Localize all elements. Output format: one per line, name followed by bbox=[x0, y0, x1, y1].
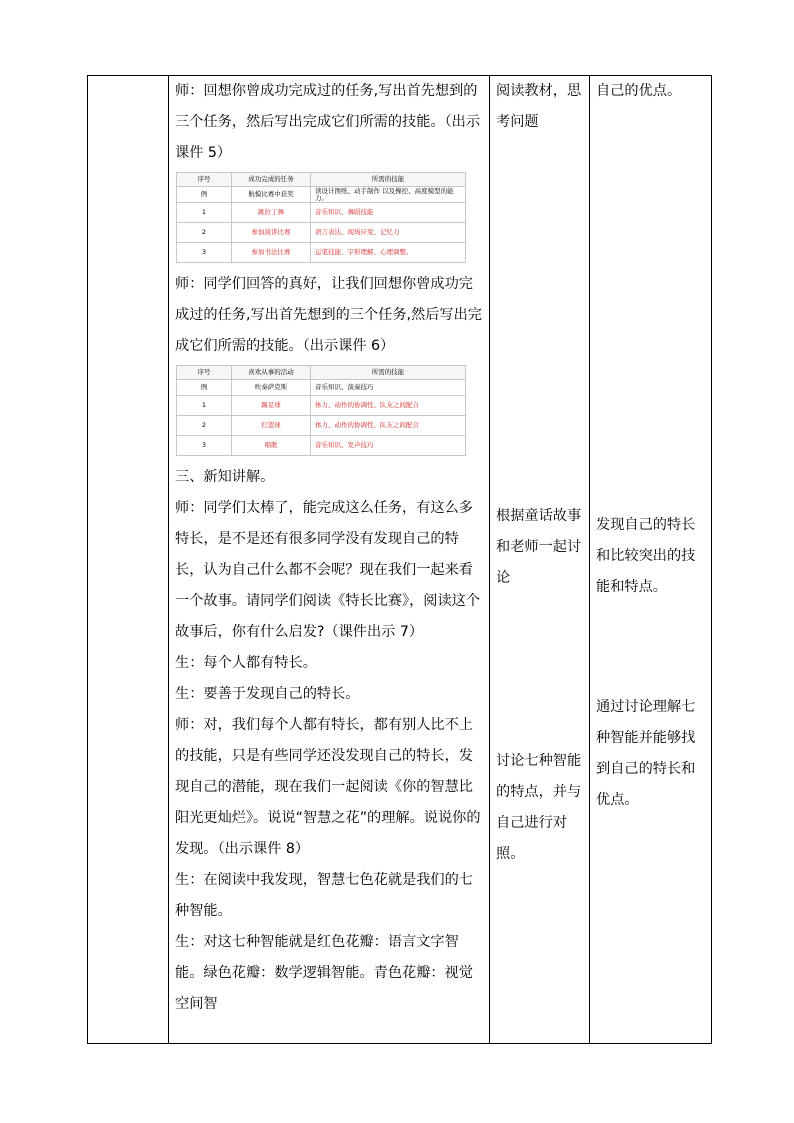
teacher-para-7: 师：对，我们每个人都有特长，都有别人比不上的技能，只是有些同学还没发现自己的特长，发现自己的潜能，现在我们一起阅读《你的智慧比阳光更灿烂》。说说“智慧之花”的理解。说说你的发现。（出示课件 8） bbox=[175, 717, 481, 857]
table-cell: 参加书法比赛 bbox=[232, 243, 311, 263]
header-cell: 喜欢从事的活动 bbox=[232, 366, 311, 380]
table-cell: 吹奏萨克斯 bbox=[232, 380, 311, 396]
student-activity-cell bbox=[490, 76, 590, 1044]
design-purpose-cell bbox=[590, 76, 712, 1044]
table-row bbox=[177, 436, 466, 456]
spacer bbox=[490, 594, 589, 746]
table-row bbox=[177, 223, 466, 243]
table-header-row bbox=[177, 173, 466, 187]
skills-table-1 bbox=[176, 172, 466, 263]
table-row bbox=[177, 243, 466, 263]
teacher-para-1: 师：回想你曾成功完成过的任务,写出首先想到的三个任务，然后写出完成它们所需的技能。（出示课件 5） bbox=[175, 83, 481, 161]
table-cell: 2 bbox=[177, 223, 232, 243]
table-cell: 唱歌 bbox=[232, 436, 311, 456]
table-cell: 3 bbox=[177, 436, 232, 456]
spacer bbox=[590, 107, 711, 510]
table-cell: 运笔技能、字形理解、心理调整。 bbox=[311, 243, 466, 263]
table-cell: 2 bbox=[177, 416, 232, 436]
table-row bbox=[177, 396, 466, 416]
section-heading: 三、新知讲解。 bbox=[175, 469, 275, 485]
table-row bbox=[177, 187, 466, 203]
table-header-row bbox=[177, 366, 466, 380]
empty-cell bbox=[88, 76, 169, 1044]
student-answer-4: 生：对这七种智能就是红色花瓣：语言文字智能。绿色花瓣：数学逻辑智能。青色花瓣：视觉空间智 bbox=[175, 934, 473, 1012]
table-cell: 例 bbox=[177, 380, 232, 396]
lesson-plan-table bbox=[87, 75, 712, 1044]
table-cell: 语言表达、现场应变、记忆力 bbox=[311, 223, 466, 243]
header-cell: 序号 bbox=[177, 366, 232, 380]
table-row bbox=[177, 203, 466, 223]
table-cell: 读设计图纸、动手制作 以及操控、高度模型的能力。 bbox=[311, 187, 466, 203]
table-cell: 参加演讲比赛 bbox=[232, 223, 311, 243]
teacher-activity-cell bbox=[169, 76, 490, 1044]
table-cell: 3 bbox=[177, 243, 232, 263]
table-row bbox=[177, 416, 466, 436]
purpose-1: 自己的优点。 bbox=[596, 83, 682, 99]
student-activity-1: 阅读教材，思考问题 bbox=[496, 83, 582, 130]
table-cell: 打篮球 bbox=[232, 416, 311, 436]
spacer bbox=[490, 138, 589, 501]
table-cell: 例 bbox=[177, 187, 232, 203]
table-cell: 航模比赛中获奖 bbox=[232, 187, 311, 203]
skills-table-2 bbox=[176, 365, 466, 456]
student-answer-1: 生：每个人都有特长。 bbox=[175, 655, 317, 671]
table-cell: 体力、动作的协调性、队友之间配合 bbox=[311, 396, 466, 416]
header-cell: 所需的技能 bbox=[311, 173, 466, 187]
table-cell: 体力、动作的协调性、队友之间配合 bbox=[311, 416, 466, 436]
student-answer-2: 生：要善于发现自己的特长。 bbox=[175, 686, 360, 702]
table-cell: 踢足球 bbox=[232, 396, 311, 416]
student-activity-2: 根据童话故事和老师一起讨论 bbox=[496, 508, 582, 586]
student-answer-3: 生：在阅读中我发现，智慧七色花就是我们的七种智能。 bbox=[175, 872, 473, 919]
student-activity-3: 讨论七种智能的特点，并与自己进行对照。 bbox=[496, 753, 582, 862]
table-cell: 跳拉丁舞 bbox=[232, 203, 311, 223]
header-cell: 序号 bbox=[177, 173, 232, 187]
header-cell: 所需的技能 bbox=[311, 366, 466, 380]
table-cell: 1 bbox=[177, 203, 232, 223]
table-row bbox=[177, 380, 466, 396]
teacher-para-2: 师：同学们回答的真好，让我们回想你曾成功完成过的任务,写出首先想到的三个任务,然后写出完成它们所需的技能。（出示课件 6） bbox=[175, 276, 482, 354]
teacher-para-4: 师：同学们太棒了，能完成这么任务，有这么多特长，是不是还有很多同学没有发现自己的特长，认为自己什么都不会呢？现在我们一起来看一个故事。请同学们阅读《特长比赛》，阅读这个故事后，你有什么启发?（课件出示 7） bbox=[175, 500, 481, 640]
table-cell: 1 bbox=[177, 396, 232, 416]
table-cell: 音乐知识、舞蹈技能 bbox=[311, 203, 466, 223]
purpose-3: 通过讨论理解七种智能并能够找到自己的特长和优点。 bbox=[596, 699, 696, 808]
table-cell: 音乐知识、发声技巧 bbox=[311, 436, 466, 456]
purpose-2: 发现自己的特长和比较突出的技能和特点。 bbox=[596, 517, 696, 595]
table-cell: 音乐知识、演奏技巧 bbox=[311, 380, 466, 396]
spacer bbox=[590, 603, 711, 692]
header-cell: 成功完成的任务 bbox=[232, 173, 311, 187]
